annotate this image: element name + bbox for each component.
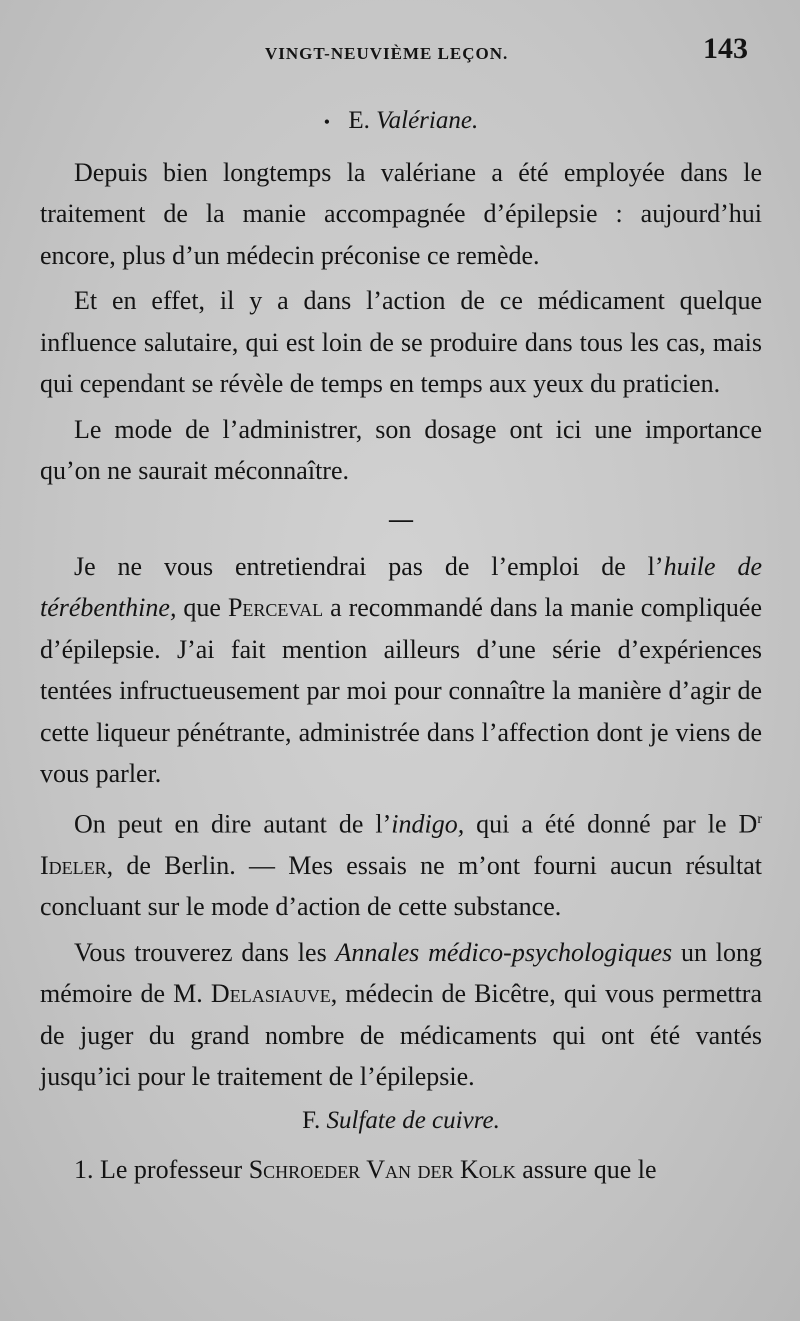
text-run: Le professeur [93, 1155, 249, 1185]
paragraph-annales [40, 932, 762, 1098]
section-title: Valériane. [376, 107, 479, 134]
paragraph-cuivre [40, 1149, 762, 1191]
page-body [40, 100, 762, 1191]
text-run: , de Berlin. — Mes essais ne m’ont fourni aucun résultat concluant sur le mode d’action de cette substance. [40, 850, 762, 922]
running-header: VINGT-NEUVIÈME LEÇON. [265, 44, 509, 63]
text-run: qui a été donné par le D [464, 809, 758, 839]
author-name: Delasiauve [210, 979, 331, 1009]
paragraph-terebenthine [40, 546, 762, 795]
author-name: Perceval [227, 593, 324, 622]
section-letter: E. [348, 107, 370, 134]
journal-title: Annales médico-psychologiques [335, 937, 673, 967]
text-run: que [176, 593, 228, 622]
author-name: Schroeder Van der Kolk [248, 1155, 516, 1185]
text-run: assure que le [515, 1155, 657, 1185]
section-heading-valeriane [40, 100, 762, 144]
emphasis: indigo, [391, 809, 465, 839]
text-run: Je ne vous entretiendrai pas de l’emploi de l’ [74, 551, 664, 581]
text-run: , médecin de Bicêtre, qui vous permettra de juger du grand nombre de médicaments qui ont été vantés jusqu’ici pour le traitement de l’épilepsie. [40, 979, 762, 1092]
paragraph-valeriane-1: Depuis bien longtemps la valériane a été employée dans le traitement de la manie accompagnée d’épilepsie : aujourd’hui encore, plus d’un médecin préconise ce remède. [40, 157, 762, 270]
superscript: r [757, 811, 762, 827]
section-separator: — [389, 506, 413, 533]
paragraph-valeriane-3: Le mode de l’administrer, son dosage ont ici une importance qu’on ne saurait méconnaître. [40, 414, 762, 485]
section-letter: F. [302, 1106, 321, 1134]
bullet-mark: • [323, 112, 331, 132]
text-run: Vous trouverez dans les [74, 937, 336, 967]
text-run: On peut en dire autant de l’ [74, 809, 392, 839]
text-run: a recommandé dans la manie compliquée d’épilepsie. J’ai fait mention ailleurs d’une série d’expériences tentées infructueusement par moi pour connaître la manière d’agir de cette liqueur pénétrante, administrée dans l’affection dont je viens de vous parler. [40, 593, 762, 788]
paragraph-number: 1. [74, 1155, 94, 1185]
paragraph-indigo [40, 799, 762, 928]
paragraph-valeriane-2: Et en effet, il y a dans l’action de ce médicament quelque influence salutaire, qui est loin de se produire dans tous les cas, mais qui cependant se révèle de temps en temps aux yeux du praticien. [40, 286, 762, 398]
emphasis: huile de térébenthine, [40, 551, 763, 622]
section-heading-cuivre [40, 1100, 762, 1142]
section-title: Sulfate de cuivre. [326, 1106, 500, 1134]
text-run: un long mémoire de M. [40, 937, 762, 1009]
page-number: 143 [703, 32, 748, 65]
author-name: Ideler [40, 850, 107, 880]
